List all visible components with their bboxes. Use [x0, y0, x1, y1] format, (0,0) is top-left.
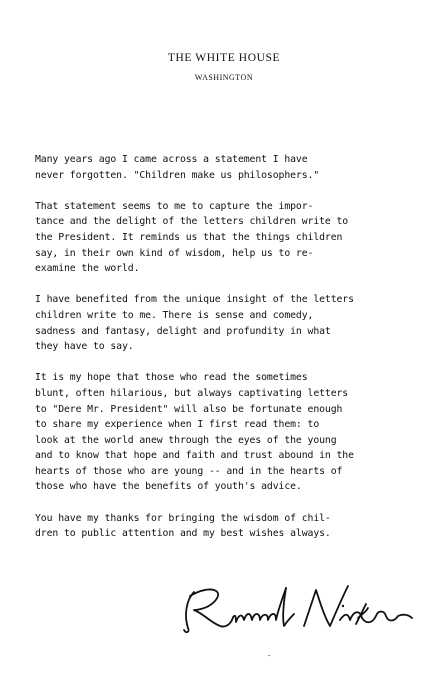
letter-line: children write to me. There is sense and comedy,	[35, 309, 314, 321]
letter-line: sadness and fantasy, delight and profundity in what	[35, 325, 331, 337]
paragraph-4	[35, 370, 445, 495]
letter-line: hearts of those who are young -- and in the hearts of	[35, 465, 343, 477]
paragraph-5	[35, 511, 445, 542]
letter-line: dren to public attention and my best wishes always.	[35, 528, 331, 540]
signature	[180, 580, 420, 640]
page-mark: -	[268, 652, 271, 660]
letter-line: those who have the benefits of youth's advice.	[35, 481, 302, 493]
letter-line: and to know that hope and faith and trust abound in the	[35, 450, 354, 462]
letter-line: to "Dere Mr. President" will also be fortunate enough	[35, 403, 343, 415]
letter-line: the President. It reminds us that the things children	[35, 231, 343, 243]
letter-line: It is my hope that those who read the sometimes	[35, 372, 308, 384]
letter-line: I have benefited from the unique insight of the letters	[35, 294, 354, 306]
paragraph-2	[35, 199, 445, 277]
letter-line: never forgotten. "Children make us philosophers."	[35, 169, 320, 181]
letter-line: blunt, often hilarious, but always captivating letters	[35, 387, 349, 399]
letter-line: to share my experience when I first read them: to	[35, 419, 320, 431]
letter-body	[35, 152, 445, 557]
letter-line: say, in their own kind of wisdom, help us to re-	[35, 247, 314, 259]
paragraph-3	[35, 292, 445, 354]
letterhead-subtitle: WASHINGTON	[194, 73, 254, 82]
letter-line: Many years ago I came across a statement I have	[35, 154, 308, 165]
letter-line: tance and the delight of the letters children write to	[35, 216, 349, 228]
letter-line: You have my thanks for bringing the wisdom of chil-	[35, 512, 331, 524]
letter-line: That statement seems to me to capture the impor-	[35, 200, 314, 212]
letter-line: examine the world.	[35, 263, 140, 275]
letter-line: they have to say.	[35, 341, 134, 353]
letterhead-title: THE WHITE HOUSE	[167, 52, 281, 64]
letter-line: look at the world anew through the eyes of the young	[35, 434, 337, 446]
paragraph-1	[35, 152, 445, 183]
